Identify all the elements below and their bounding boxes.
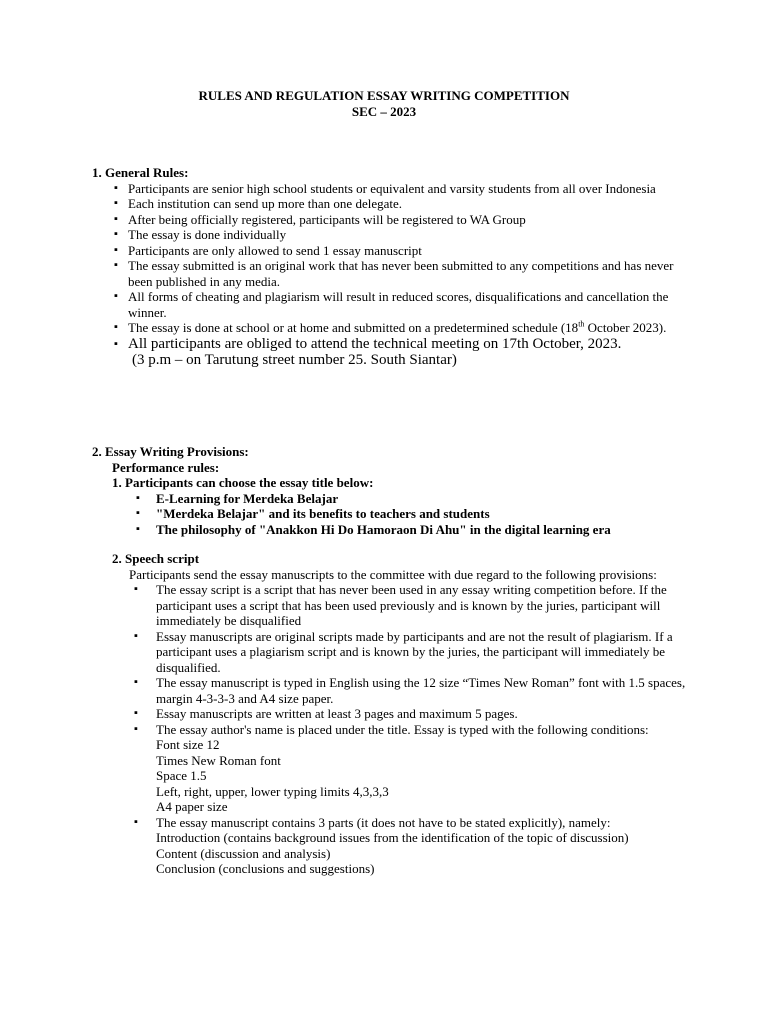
list-item: ▪ The essay script is a script that has never been used in any essay writing competition before. If the participant uses a script that has been used previously and is known by the juries, participant will immediately be disqualified (156, 582, 692, 629)
schedule-sup: th (578, 319, 585, 329)
list-item: ▪ Essay manuscripts are written at least 3 pages and maximum 5 pages. (156, 706, 692, 722)
performance-rules-heading: Performance rules: (112, 459, 220, 475)
list-item-schedule (128, 320, 692, 336)
list-item: ▪ The essay submitted is an original work that has never been submitted to any competitions and has never been published in any media. (128, 258, 692, 289)
essay-titles-block (92, 491, 712, 538)
document-title (0, 88, 768, 119)
list-item: ▪ The essay is done individually (128, 227, 692, 243)
condition-line: A4 paper size (156, 799, 228, 814)
essay-title-item: ▪ E-Learning for Merdeka Belajar (156, 491, 712, 507)
choose-title-heading: 1. Participants can choose the essay title below: (112, 475, 374, 490)
part-line: Conclusion (conclusions and suggestions) (156, 861, 375, 876)
schedule-text: The essay is done at school or at home and submitted on a predetermined schedule (18 (128, 320, 579, 335)
list-item: ▪ Participants are senior high school students or equivalent and varsity students from all over Indonesia (128, 181, 692, 197)
author-rule-text: ▪ The essay author's name is placed under the title. Essay is typed with the following conditions: (156, 721, 649, 737)
part-line: Introduction (contains background issues from the identification of the topic of discussion) (156, 830, 629, 845)
speech-intro: Participants send the essay manuscripts to the committee with due regard to the following provisions: (129, 566, 657, 582)
essay-titles-list (156, 491, 712, 538)
condition-line: Times New Roman font (156, 752, 281, 768)
title-line-2: SEC – 2023 (351, 103, 417, 119)
provisions-heading: 2. Essay Writing Provisions: (92, 444, 249, 459)
schedule-text-end: October 2023). (584, 320, 667, 335)
condition-line: Space 1.5 (156, 768, 207, 783)
condition-line: Font size 12 (156, 737, 220, 752)
list-item: ▪ All forms of cheating and plagiarism will result in reduced scores, disqualifications and cancellation the winner. (128, 289, 692, 320)
speech-script-section (92, 551, 692, 877)
list-item: ▪ Essay manuscripts are original scripts made by participants and are not the result of plagiarism. If a participant uses a plagiarism script and is known by the juries, the participant will immediately be disqualified. (156, 629, 692, 676)
general-rules-list (128, 181, 692, 352)
general-rules-section (92, 165, 692, 368)
provisions-section (92, 444, 712, 537)
meeting-detail: (3 p.m – on Tarutung street number 25. South Siantar) (132, 351, 457, 368)
general-rules-heading: 1. General Rules: (92, 165, 189, 180)
title-line-1: RULES AND REGULATION ESSAY WRITING COMPETITION (198, 88, 570, 103)
essay-title-item: ▪ The philosophy of "Anakkon Hi Do Hamoraon Di Ahu" in the digital learning era (156, 522, 712, 538)
parts-rule-text: ▪ The essay manuscript contains 3 parts (it does not have to be stated explicitly), namely: (156, 814, 611, 830)
list-item: ▪ Each institution can send up more than one delegate. (128, 196, 692, 212)
list-item-parts (156, 815, 692, 877)
list-item: ▪ The essay manuscript is typed in English using the 12 size “Times New Roman” font with 1.5 spaces, margin 4-3-3-3 and A4 size paper. (156, 675, 692, 706)
speech-script-heading: 2. Speech script (112, 551, 200, 566)
list-item: ▪ After being officially registered, participants will be registered to WA Group (128, 212, 692, 228)
list-item: ▪ Participants are only allowed to send 1 essay manuscript (128, 243, 692, 259)
essay-title-item: ▪ "Merdeka Belajar" and its benefits to teachers and students (156, 506, 712, 522)
list-item-meeting: ▪ All participants are obliged to attend the technical meeting on 17th October, 2023. (128, 336, 692, 352)
list-item-author (156, 722, 692, 815)
speech-rules-list (156, 582, 692, 877)
part-line: Content (discussion and analysis) (156, 845, 331, 861)
condition-line: Left, right, upper, lower typing limits 4,3,3,3 (156, 783, 389, 799)
